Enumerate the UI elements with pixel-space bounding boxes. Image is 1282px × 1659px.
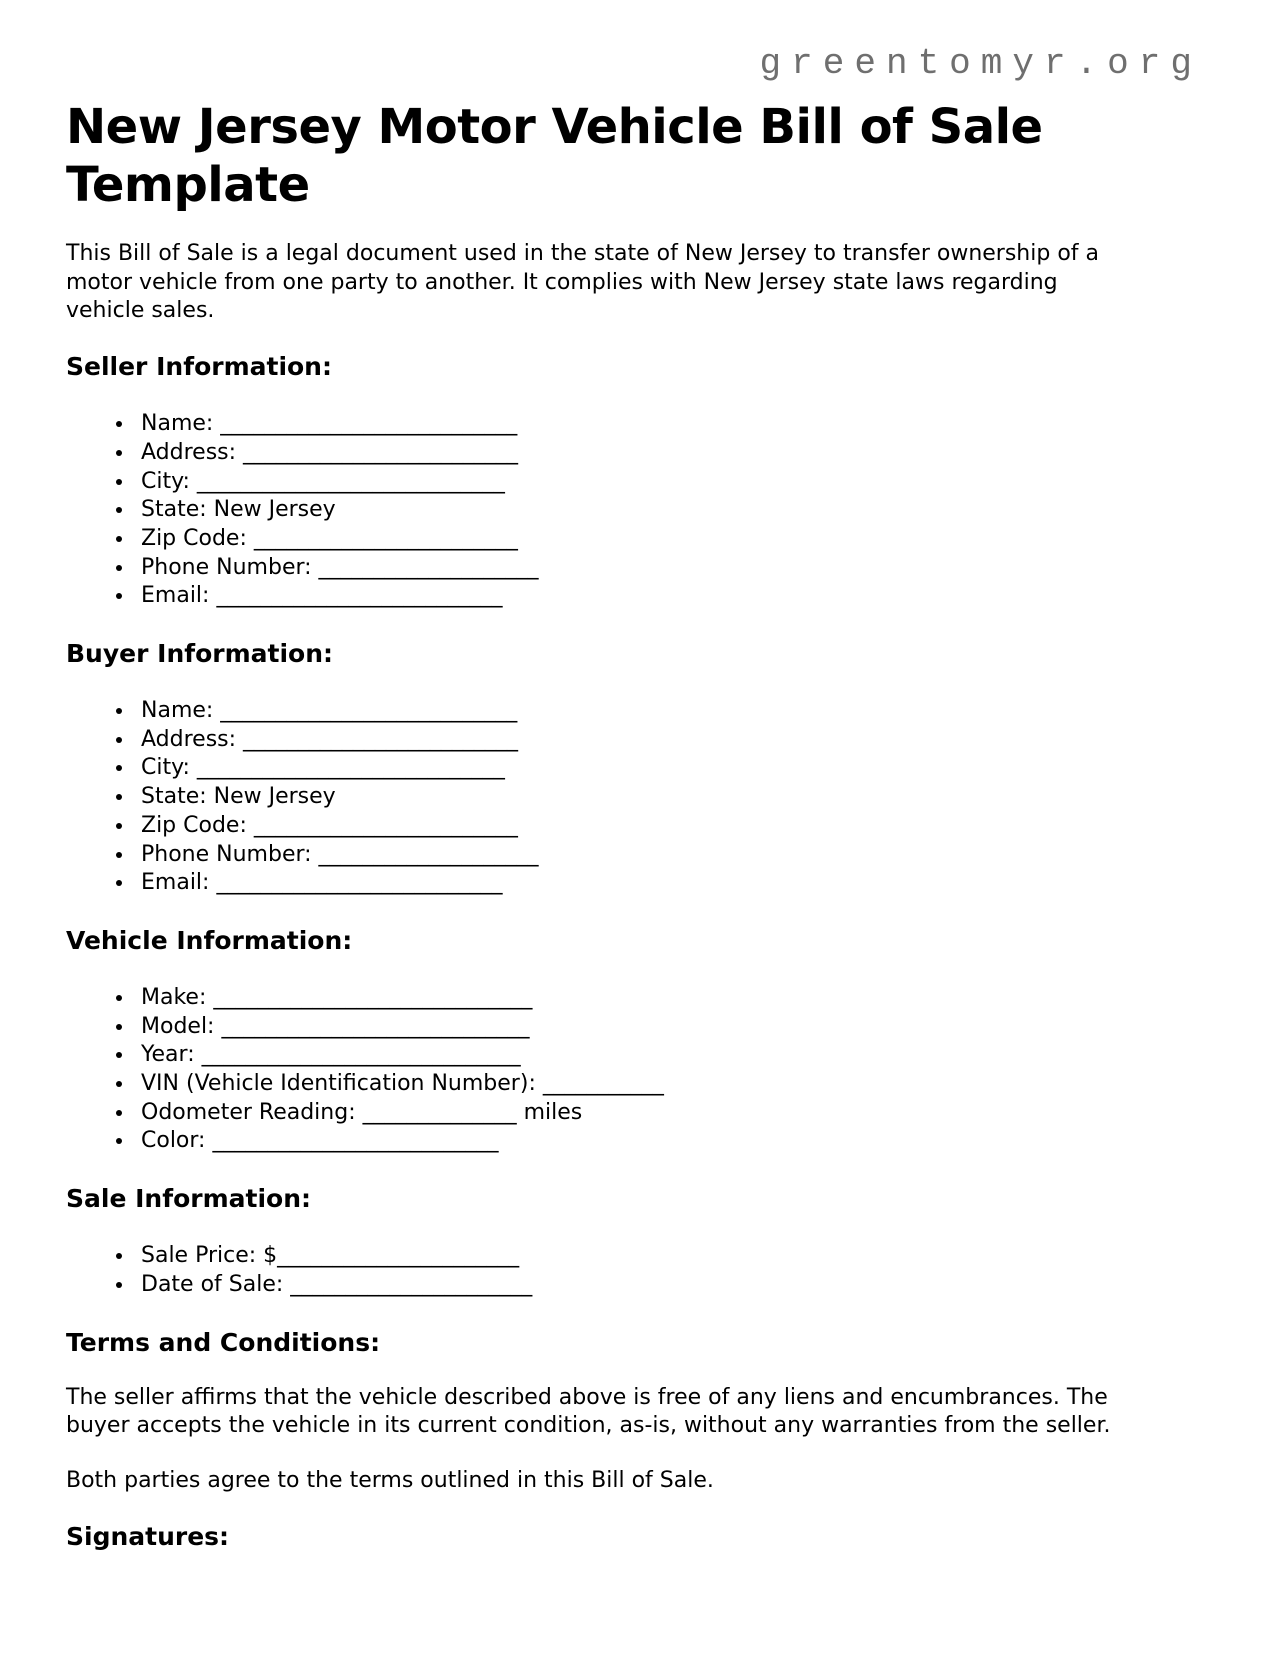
field-vehicle-make: • Make: _____________________________: [135, 984, 1202, 1013]
buyer-field-list: [66, 697, 1202, 898]
seller-information-section: [66, 352, 1202, 611]
signatures-heading: Signatures:: [66, 1521, 230, 1551]
field-buyer-city: • City: ____________________________: [135, 754, 1202, 783]
signatures-section: [66, 1522, 1202, 1552]
buyer-information-heading: Buyer Information:: [66, 639, 334, 669]
field-sale-price: • Sale Price: $______________________: [135, 1242, 1202, 1271]
seller-information-heading: Seller Information:: [66, 352, 332, 382]
sale-information-section: [66, 1184, 1202, 1299]
agreement-paragraph: Both parties agree to the terms outlined in this Bill of Sale.: [66, 1467, 714, 1493]
field-buyer-state: • State: New Jersey: [135, 783, 1202, 812]
field-seller-name: • Name: ___________________________: [135, 410, 1202, 439]
field-seller-address: • Address: _________________________: [135, 439, 1202, 468]
field-sale-date: • Date of Sale: ______________________: [135, 1271, 1202, 1300]
field-buyer-address: • Address: _________________________: [135, 726, 1202, 755]
field-seller-email: • Email: __________________________: [135, 582, 1202, 611]
site-watermark: greentomyr.org: [759, 43, 1202, 84]
field-seller-phone: • Phone Number: ____________________: [135, 554, 1202, 583]
field-seller-zip: • Zip Code: ________________________: [135, 525, 1202, 554]
field-buyer-name: • Name: ___________________________: [135, 697, 1202, 726]
vehicle-information-heading: Vehicle Information:: [66, 925, 353, 955]
field-seller-city: • City: ____________________________: [135, 468, 1202, 497]
field-buyer-phone: • Phone Number: ____________________: [135, 841, 1202, 870]
field-buyer-zip: • Zip Code: ________________________: [135, 812, 1202, 841]
document-title: New Jersey Motor Vehicle Bill of Sale Template: [66, 99, 1043, 213]
terms-and-conditions-heading: Terms and Conditions:: [66, 1327, 381, 1357]
field-seller-state: • State: New Jersey: [135, 496, 1202, 525]
field-vehicle-year: • Year: _____________________________: [135, 1041, 1202, 1070]
sale-field-list: [66, 1242, 1202, 1299]
field-buyer-email: • Email: __________________________: [135, 869, 1202, 898]
terms-and-conditions-section: [66, 1328, 1202, 1496]
field-vehicle-color: • Color: __________________________: [135, 1127, 1202, 1156]
vehicle-field-list: [66, 984, 1202, 1156]
field-vehicle-odometer: • Odometer Reading: ______________ miles: [135, 1099, 1202, 1128]
seller-field-list: [66, 410, 1202, 611]
field-vehicle-vin: • VIN (Vehicle Identification Number): ___________: [135, 1070, 1202, 1099]
buyer-information-section: [66, 639, 1202, 898]
sale-information-heading: Sale Information:: [66, 1184, 311, 1214]
vehicle-information-section: [66, 926, 1202, 1156]
intro-paragraph: This Bill of Sale is a legal document used in the state of New Jersey to transfer ownership of a motor vehicle from one party to another. It complies with New Jersey state laws regarding vehicle sales.: [66, 241, 1100, 324]
terms-paragraph: The seller affirms that the vehicle described above is free of any liens and encumbrances. The buyer accepts the vehicle in its current condition, as-is, without any warranties from the seller.: [66, 1384, 1111, 1439]
field-vehicle-model: • Model: ____________________________: [135, 1013, 1202, 1042]
